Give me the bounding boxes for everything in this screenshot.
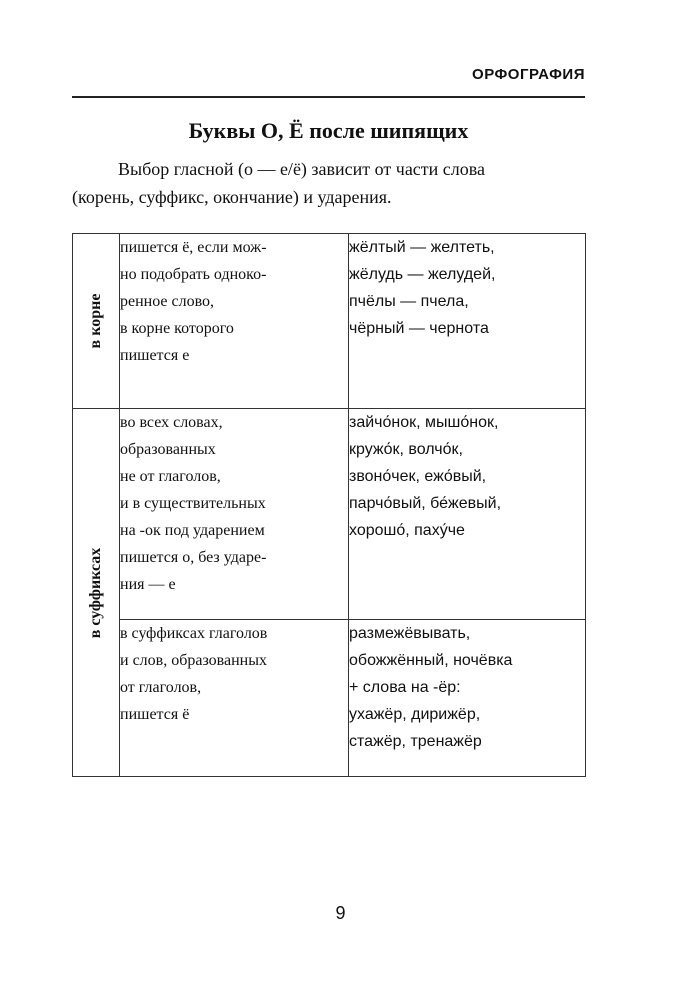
page-number: 9: [335, 903, 346, 923]
intro-line: (корень, суффикс, окончание) и ударения.: [72, 187, 392, 207]
desc-line: не от глаголов,: [120, 468, 221, 485]
desc-line: во всех словах,: [120, 414, 223, 431]
example-line: пчёлы — пчела,: [349, 293, 469, 310]
examples-cell: [349, 620, 586, 777]
desc-line: на -ок под ударением: [120, 522, 265, 539]
intro-text: [72, 155, 585, 211]
example-line: кружо́к, волчо́к,: [349, 441, 463, 458]
desc-line: образованных: [120, 441, 216, 458]
desc-cell: [120, 234, 349, 409]
desc-line: и в существительных: [120, 495, 266, 512]
section-header: ОРФОГРАФИЯ: [472, 66, 585, 83]
desc-line: но подобрать одноко-: [120, 266, 267, 283]
table-row-root: [73, 234, 586, 409]
example-line: хорошо́, паху́че: [349, 522, 465, 539]
desc-line: ния — е: [120, 576, 176, 593]
side-label-root: в корне: [87, 293, 104, 349]
side-label-suffix: в суффиксах: [87, 547, 104, 638]
desc-line: в корне которого: [120, 320, 234, 337]
header-rule: [72, 96, 585, 98]
spelling-rules-table: [72, 233, 586, 777]
example-line: размежёвывать,: [349, 625, 471, 642]
desc-line: и слов, образованных: [120, 652, 267, 669]
desc-line: от глаголов,: [120, 679, 202, 696]
example-line: ухажёр, дирижёр,: [349, 706, 481, 723]
example-line: звоно́чек, ежо́вый,: [349, 468, 487, 485]
examples-cell: [349, 409, 586, 620]
desc-cell: [120, 620, 349, 777]
side-cell: [73, 409, 120, 777]
table-row-suffix-2: [73, 620, 586, 777]
side-cell: [73, 234, 120, 409]
example-line: стажёр, тренажёр: [349, 733, 482, 750]
page-title: Буквы О, Ё после шипящих: [188, 118, 469, 143]
example-line: зайчо́нок, мышо́нок,: [349, 414, 499, 431]
example-line: жёлудь — желудей,: [349, 266, 496, 283]
example-line: жёлтый — желтеть,: [349, 239, 495, 256]
examples-cell: [349, 234, 586, 409]
desc-line: пишется ё, если мож-: [120, 239, 267, 256]
table-row-suffix-1: [73, 409, 586, 620]
example-line: парчо́вый, бе́жевый,: [349, 495, 502, 512]
desc-cell: [120, 409, 349, 620]
example-line: чёрный — чернота: [349, 320, 489, 337]
desc-line: пишется е: [120, 347, 190, 364]
desc-line: пишется о, без ударе-: [120, 549, 267, 566]
example-line: обожжённый, ночёвка: [349, 652, 513, 669]
intro-line: Выбор гласной (о — е/ё) зависит от части слова: [118, 159, 486, 179]
desc-line: пишется ё: [120, 706, 190, 723]
example-line: + слова на -ёр:: [349, 679, 461, 696]
desc-line: в суффиксах глаголов: [120, 625, 268, 642]
desc-line: ренное слово,: [120, 293, 215, 310]
